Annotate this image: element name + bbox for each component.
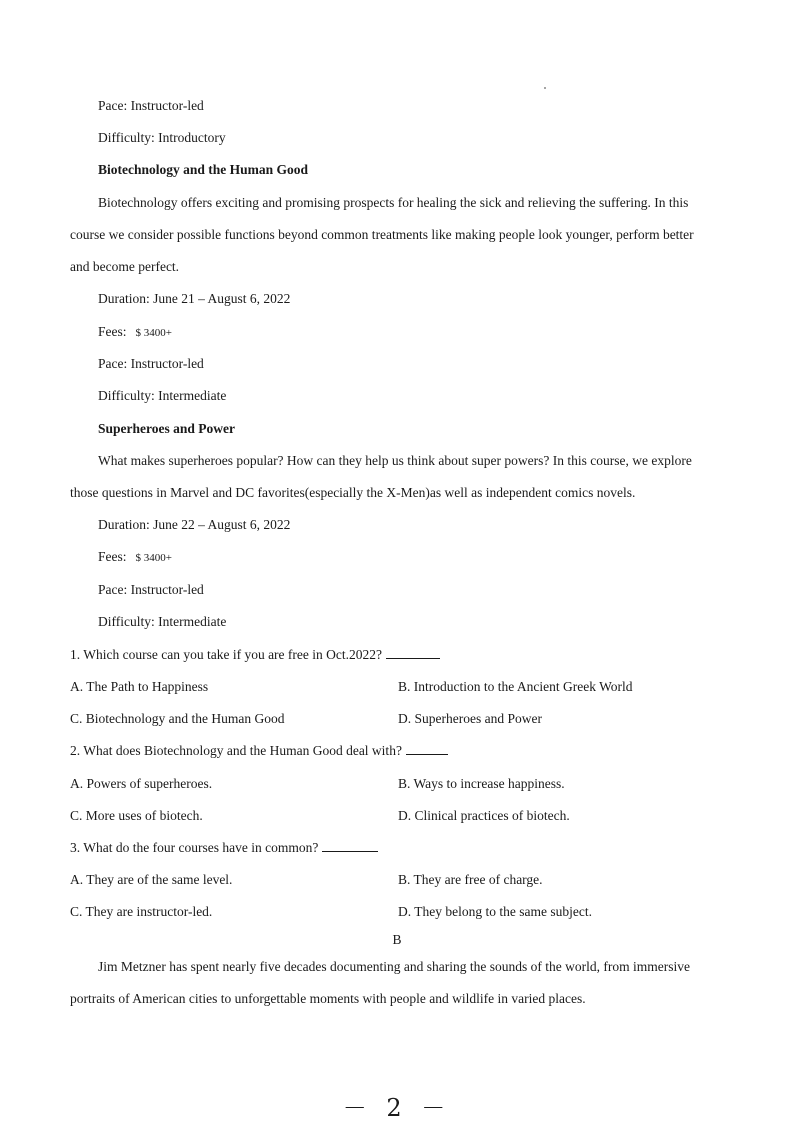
question-1-option-c[interactable]: C. Biotechnology and the Human Good — [70, 711, 285, 726]
question-3-option-c[interactable]: C. They are instructor-led. — [70, 904, 213, 919]
intro-course-difficulty: Difficulty: Introductory — [98, 130, 226, 145]
question-1-stem — [70, 646, 440, 664]
superheroes-difficulty: Difficulty: Intermediate — [98, 614, 227, 629]
superheroes-pace: Pace: Instructor-led — [98, 582, 204, 597]
superheroes-course-title: Superheroes and Power — [98, 421, 235, 436]
question-2-option-c[interactable]: C. More uses of biotech. — [70, 808, 203, 823]
question-1-text: 1. Which course can you take if you are free in Oct.2022? — [70, 647, 383, 662]
question-1-option-d[interactable]: D. Superheroes and Power — [398, 711, 542, 726]
section-b-line-2: portraits of American cities to unforgettable moments with people and wildlife in varied places. — [70, 991, 586, 1006]
superheroes-description-line-1: What makes superheroes popular? How can they help us think about super powers? In this course, we explore — [98, 453, 692, 468]
question-3-text: 3. What do the four courses have in common? — [70, 840, 319, 855]
question-1-option-b[interactable]: B. Introduction to the Ancient Greek World — [398, 679, 633, 694]
answer-blank-1[interactable] — [386, 646, 440, 659]
superheroes-fees-label: Fees: — [98, 549, 127, 564]
biotech-pace: Pace: Instructor-led — [98, 356, 204, 371]
intro-course-pace: Pace: Instructor-led — [98, 98, 204, 113]
biotech-fees — [98, 323, 172, 342]
biotech-fees-label: Fees: — [98, 324, 127, 339]
superheroes-description-line-2: those questions in Marvel and DC favorites(especially the X-Men)as well as independent comics novels. — [70, 485, 636, 500]
scan-speck — [544, 87, 546, 89]
biotech-duration: Duration: June 21 – August 6, 2022 — [98, 291, 291, 306]
section-b-line-1: Jim Metzner has spent nearly five decades documenting and sharing the sounds of the world, from immersive — [98, 959, 690, 974]
question-3-option-a[interactable]: A. They are of the same level. — [70, 872, 233, 887]
biotech-difficulty: Difficulty: Intermediate — [98, 388, 227, 403]
biotech-course-title: Biotechnology and the Human Good — [98, 162, 309, 177]
question-3-stem — [70, 839, 378, 857]
question-2-option-a[interactable]: A. Powers of superheroes. — [70, 776, 213, 791]
biotech-description-line-2: course we consider possible functions beyond common treatments like making people look younger, perform better — [70, 227, 694, 242]
biotech-fees-value: $ 3400+ — [135, 327, 172, 339]
answer-blank-2[interactable] — [406, 742, 448, 755]
question-2-stem — [70, 742, 448, 760]
question-3-option-b[interactable]: B. They are free of charge. — [398, 872, 543, 887]
question-2-option-b[interactable]: B. Ways to increase happiness. — [398, 776, 565, 791]
question-2-text: 2. What does Biotechnology and the Human Good deal with? — [70, 743, 402, 758]
answer-blank-3[interactable] — [322, 839, 378, 852]
biotech-description-line-3: and become perfect. — [70, 259, 180, 274]
question-1-option-a[interactable]: A. The Path to Happiness — [70, 679, 209, 694]
biotech-description-line-1: Biotechnology offers exciting and promising prospects for healing the sick and relieving the suffering. In this — [98, 195, 689, 210]
superheroes-fees — [98, 548, 172, 567]
section-b-heading: B — [392, 932, 402, 947]
question-2-option-d[interactable]: D. Clinical practices of biotech. — [398, 808, 570, 823]
question-3-option-d[interactable]: D. They belong to the same subject. — [398, 904, 592, 919]
superheroes-fees-value: $ 3400+ — [135, 552, 172, 564]
page-number: － 2 － — [342, 1094, 452, 1122]
superheroes-duration: Duration: June 22 – August 6, 2022 — [98, 517, 291, 532]
